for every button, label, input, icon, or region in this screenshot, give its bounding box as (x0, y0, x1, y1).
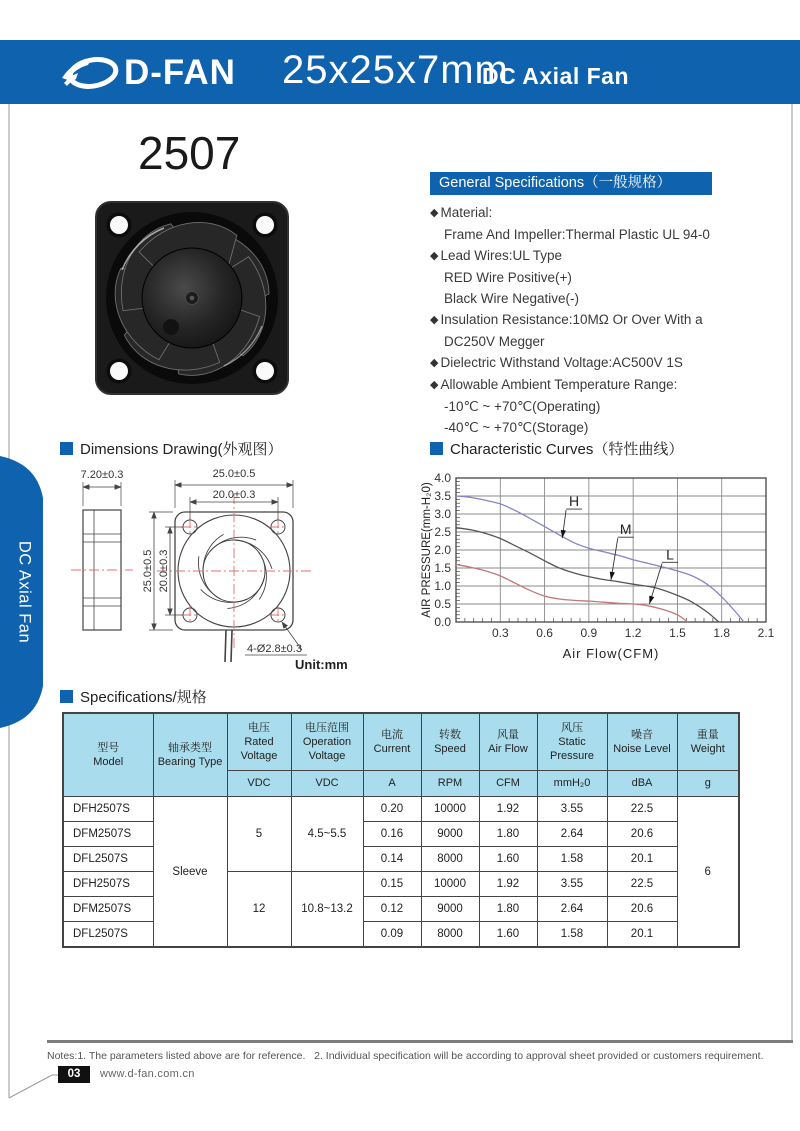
unit-noise: dBA (607, 771, 677, 797)
curve-label-L: L (666, 546, 674, 563)
cell-current: 0.15 (363, 872, 421, 897)
section-curves (430, 438, 683, 459)
unit-weight: g (677, 771, 739, 797)
website-url: www.d-fan.com.cn (100, 1068, 195, 1080)
dim-mount-holes: 4-Ø2.8±0.3 (247, 643, 302, 655)
unit-pressure: mmH₂0 (537, 771, 607, 797)
y-tick-label: 3.0 (434, 507, 451, 521)
cell-airflow: 1.60 (479, 847, 537, 872)
unit-speed: RPM (421, 771, 479, 797)
diamond-bullet-icon: ◆ (430, 357, 439, 369)
col-header-weight: 重量 Weight (677, 713, 739, 771)
side-tab-dc-axial-fan (0, 452, 48, 732)
col-header-bearing: 轴承类型 Bearing Type (153, 713, 227, 797)
x-tick-label: 1.2 (624, 626, 642, 640)
fan-swoosh-icon (60, 52, 122, 94)
cell-pressure: 3.55 (537, 797, 607, 822)
general-specs-list (430, 202, 760, 438)
cell-noise: 22.5 (607, 872, 677, 897)
cell-model: DFL2507S (63, 847, 153, 872)
cell-speed: 10000 (421, 797, 479, 822)
cell-current: 0.16 (363, 822, 421, 847)
curve-label-M: M (619, 521, 632, 538)
curve-M (456, 528, 719, 622)
y-tick-label: 0.0 (434, 615, 451, 629)
spec-line: -10℃ ~ +70℃(Operating) (444, 399, 601, 414)
cell-airflow: 1.80 (479, 897, 537, 922)
y-tick-label: 3.5 (434, 489, 451, 503)
unit-label: Unit:mm (295, 657, 348, 672)
cell-speed: 8000 (421, 922, 479, 948)
cell-model: DFM2507S (63, 897, 153, 922)
cell-noise: 20.1 (607, 922, 677, 948)
section-specifications-label: Specifications/规格 (80, 689, 207, 706)
footer-rule (47, 1040, 793, 1043)
cell-operation-voltage: 4.5~5.5 (291, 797, 363, 872)
x-tick-label: 2.1 (757, 626, 775, 640)
cell-airflow: 1.80 (479, 822, 537, 847)
diamond-bullet-icon: ◆ (430, 207, 439, 219)
section-bullet-icon (60, 690, 73, 703)
model-number: 2507 (138, 127, 241, 179)
brand-logo (60, 52, 236, 94)
spec-line: ◆ Dielectric Withstand Voltage:AC500V 1S (430, 355, 683, 370)
section-bullet-icon (430, 442, 443, 455)
col-header-model: 型号 Model (63, 713, 153, 797)
table-row (63, 797, 739, 822)
cell-model: DFL2507S (63, 922, 153, 948)
dim-hole-pitch-h: 20.0±0.3 (158, 549, 170, 593)
cell-noise: 20.1 (607, 847, 677, 872)
cell-weight: 6 (677, 797, 739, 948)
unit-rated-voltage: VDC (227, 771, 291, 797)
cell-pressure: 2.64 (537, 822, 607, 847)
notes-text: Notes:1. The parameters listed above are for reference. 2. Individual specification will be according to approval sheet provided or customers requirement. (47, 1050, 764, 1062)
spec-line: ◆ Insulation Resistance:10MΩ Or Over With a (430, 312, 703, 327)
col-header-rated-voltage: 电压 Rated Voltage (227, 713, 291, 771)
x-tick-label: 0.3 (491, 626, 509, 640)
section-specifications (60, 686, 207, 707)
cell-noise: 20.6 (607, 822, 677, 847)
spec-line: DC250V Megger (444, 334, 545, 349)
spec-line: Black Wire Negative(-) (444, 291, 580, 306)
header-bar (0, 40, 800, 104)
section-bullet-icon (60, 442, 73, 455)
spec-line: RED Wire Positive(+) (444, 270, 572, 285)
curve-label-H: H (569, 493, 580, 510)
y-tick-label: 4.0 (434, 471, 451, 485)
fan-product-photo (92, 198, 292, 398)
cell-model: DFH2507S (63, 872, 153, 897)
cell-airflow: 1.60 (479, 922, 537, 948)
cell-rated-voltage: 12 (227, 872, 291, 948)
side-tab-label: DC Axial Fan (15, 540, 34, 644)
spec-table (62, 712, 740, 948)
x-tick-label: 0.9 (580, 626, 598, 640)
section-dimensions-label: Dimensions Drawing(外观图） (80, 441, 283, 458)
curve-arrow-L (649, 596, 654, 604)
curve-arrow-M (610, 572, 615, 580)
spec-line: Frame And Impeller:Thermal Plastic UL 94-0 (444, 227, 710, 242)
cell-airflow: 1.92 (479, 872, 537, 897)
diamond-bullet-icon: ◆ (430, 379, 439, 391)
cell-current: 0.20 (363, 797, 421, 822)
page-title: 25x25x7mm (282, 48, 509, 92)
cell-current: 0.14 (363, 847, 421, 872)
unit-airflow: CFM (479, 771, 537, 797)
dim-hole-pitch-w: 20.0±0.3 (212, 489, 256, 501)
dim-outer-height: 25.0±0.5 (142, 549, 154, 593)
col-header-speed: 转数 Speed (421, 713, 479, 771)
cell-operation-voltage: 10.8~13.2 (291, 872, 363, 948)
y-tick-label: 2.0 (434, 543, 451, 557)
dim-outer-width: 25.0±0.5 (212, 468, 256, 480)
x-tick-label: 1.5 (669, 626, 686, 640)
y-tick-label: 0.5 (434, 597, 451, 611)
cell-model: DFH2507S (63, 797, 153, 822)
page-number-badge: 03 (58, 1066, 90, 1083)
col-header-airflow: 风量 Air Flow (479, 713, 537, 771)
brand-name: D-FAN (124, 53, 236, 92)
y-tick-label: 2.5 (434, 525, 451, 539)
y-axis-title: AIR PRESSURE(mm-H₂0) (421, 482, 433, 618)
spec-line: ◆ Lead Wires:UL Type (430, 248, 563, 263)
cell-pressure: 3.55 (537, 872, 607, 897)
col-header-operation-voltage: 电压范围 Operation Voltage (291, 713, 363, 771)
cell-pressure: 1.58 (537, 847, 607, 872)
cell-rated-voltage: 5 (227, 797, 291, 872)
cell-model: DFM2507S (63, 822, 153, 847)
cell-current: 0.12 (363, 897, 421, 922)
general-specs-header: General Specifications（一般规格） (430, 172, 712, 195)
spec-line: ◆ Allowable Ambient Temperature Range: (430, 377, 678, 392)
centerlines (157, 494, 311, 648)
cell-speed: 8000 (421, 847, 479, 872)
diamond-bullet-icon: ◆ (430, 314, 439, 326)
cell-current: 0.09 (363, 922, 421, 948)
spec-line: ◆ Material: (430, 205, 493, 220)
col-header-noise: 噪音 Noise Level (607, 713, 677, 771)
x-axis-title: Air Flow(CFM) (562, 646, 660, 661)
x-tick-label: 0.6 (536, 626, 553, 640)
diamond-bullet-icon: ◆ (430, 250, 439, 262)
cell-speed: 10000 (421, 872, 479, 897)
y-tick-label: 1.0 (434, 579, 451, 593)
cell-airflow: 1.92 (479, 797, 537, 822)
cell-noise: 20.6 (607, 897, 677, 922)
unit-current: A (363, 771, 421, 797)
cell-speed: 9000 (421, 897, 479, 922)
page-subtitle: DC Axial Fan (482, 63, 630, 89)
section-dimensions (60, 438, 283, 459)
spec-line: -40℃ ~ +70℃(Storage) (444, 420, 589, 435)
cell-pressure: 2.64 (537, 897, 607, 922)
cell-speed: 9000 (421, 822, 479, 847)
cell-pressure: 1.58 (537, 922, 607, 948)
dim-side-width: 7.20±0.3 (80, 469, 124, 481)
x-tick-label: 1.8 (713, 626, 731, 640)
y-tick-label: 1.5 (434, 561, 451, 575)
dimensions-drawing (55, 462, 425, 674)
col-header-pressure: 风压 Static Pressure (537, 713, 607, 771)
section-curves-label: Characteristic Curves（特性曲线） (450, 441, 684, 458)
col-header-current: 电流 Current (363, 713, 421, 771)
cell-bearing: Sleeve (153, 797, 227, 948)
curve-H (456, 496, 744, 622)
cell-noise: 22.5 (607, 797, 677, 822)
characteristic-curves-chart (420, 462, 800, 677)
unit-operation-voltage: VDC (291, 771, 363, 797)
